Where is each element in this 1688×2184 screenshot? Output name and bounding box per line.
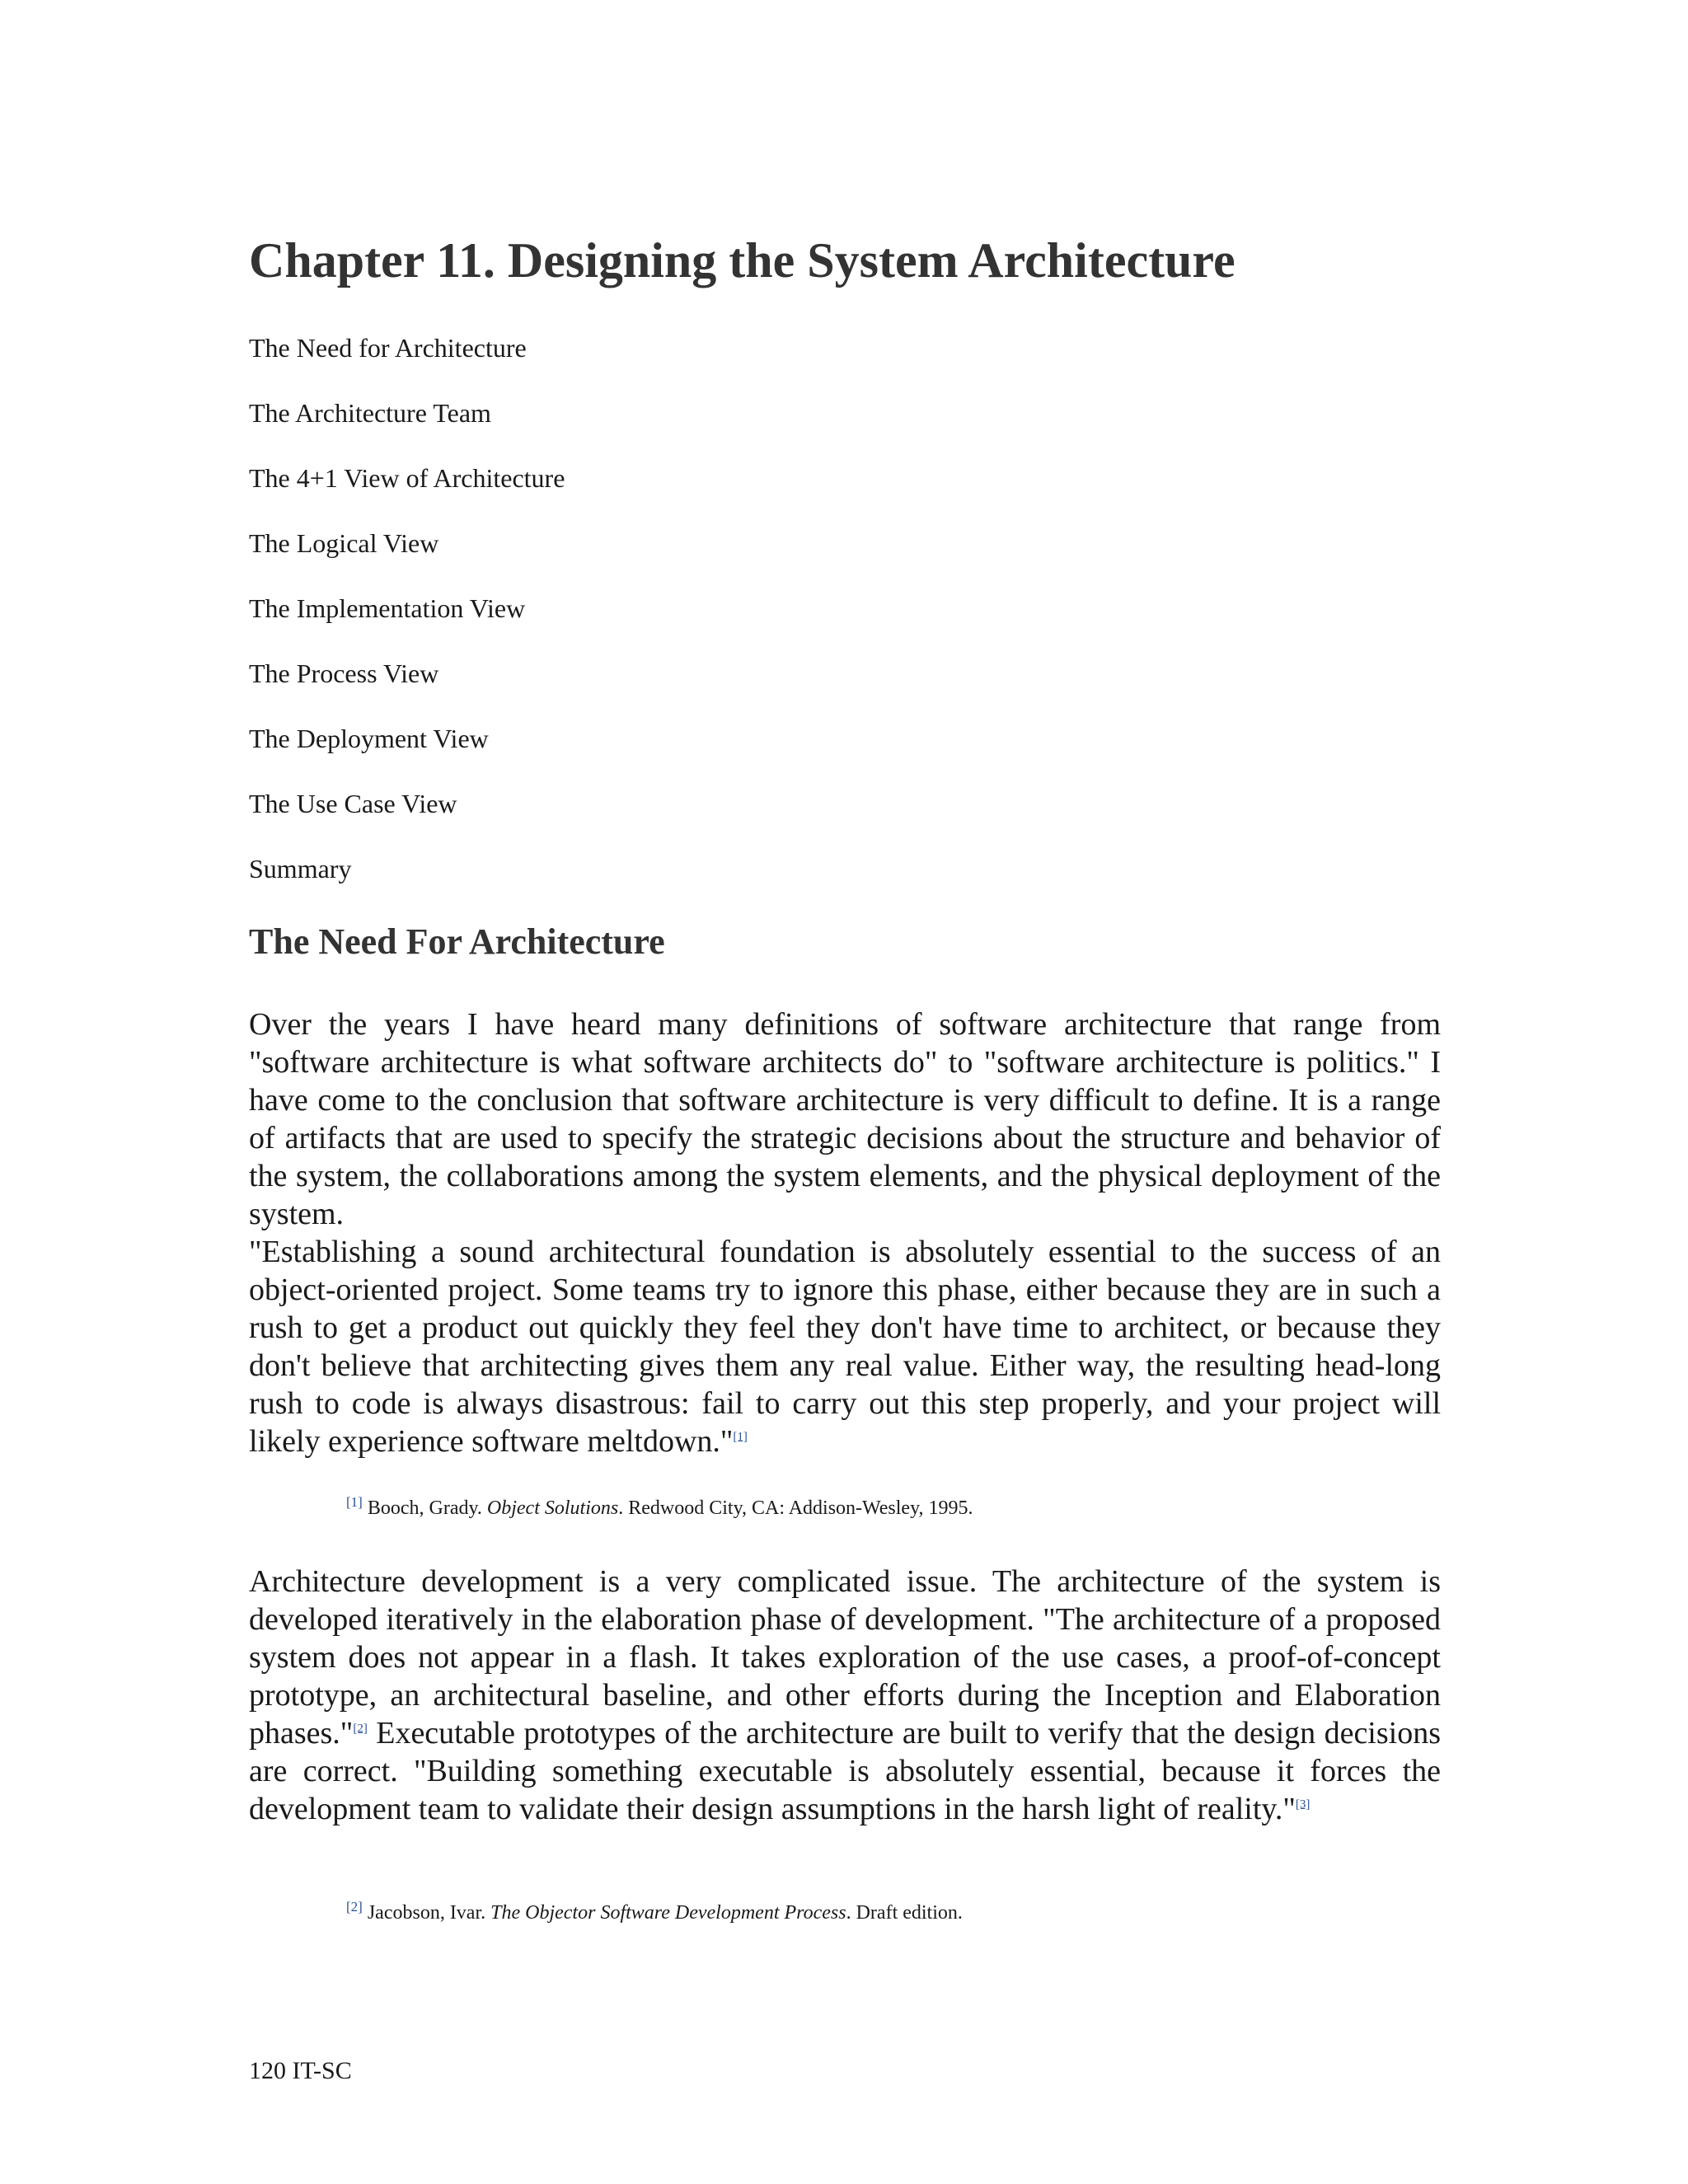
paragraph-architecture-development-part1: Architecture development is a very complicated issue. The architecture of the system is developed iteratively in the elaboration phase of development. "The architecture of a proposed system does not appear in a flash. It takes exploration of the use cases, a proof-of-concept prototype, an architectural baseline, and other efforts during the Inception and Elaboration phases." — [249, 1564, 1441, 1750]
footnote-1-title: Object Solutions — [486, 1497, 619, 1519]
toc-item-deployment-view[interactable]: The Deployment View — [249, 724, 489, 753]
toc-item-implementation-view[interactable]: The Implementation View — [249, 593, 526, 623]
toc-item-need-for-architecture[interactable]: The Need for Architecture — [249, 333, 527, 363]
footnote-1-mark: [1] — [346, 1494, 363, 1510]
footnote-ref-2[interactable]: [2] — [353, 1722, 368, 1736]
toc-item-logical-view[interactable]: The Logical View — [249, 528, 439, 558]
footnote-2-author: Jacobson, Ivar. — [367, 1902, 486, 1924]
footnote-ref-1[interactable]: [1] — [733, 1430, 748, 1444]
section-title: The Need For Architecture — [249, 921, 665, 962]
footnote-2 — [346, 1900, 963, 1925]
page-footer: 120 IT-SC — [249, 2057, 352, 2084]
footnote-1-rest: . Redwood City, CA: Addison-Wesley, 1995. — [618, 1497, 973, 1519]
toc-item-summary[interactable]: Summary — [249, 854, 352, 883]
chapter-toc — [249, 331, 565, 917]
paragraph-definitions: Over the years I have heard many definitions of software architecture that range from "software architecture is what software architects do" to "software architecture is politics." I have come to the conclusion that software architecture is very difficult to define. It is a range of artifacts that are used to specify the strategic decisions about the structure and behavior of the system, the collaborations among the system elements, and the physical deployment of the system. — [249, 1007, 1441, 1231]
footnote-2-title: The Objector Software Development Process — [490, 1902, 846, 1924]
footnote-2-mark: [2] — [346, 1899, 363, 1915]
footnote-2-rest: . Draft edition. — [846, 1902, 963, 1924]
toc-item-4plus1-view[interactable]: The 4+1 View of Architecture — [249, 463, 565, 493]
footnote-1 — [346, 1496, 973, 1521]
footnote-1-author: Booch, Grady. — [367, 1497, 482, 1519]
toc-item-process-view[interactable]: The Process View — [249, 658, 439, 688]
toc-item-use-case-view[interactable]: The Use Case View — [249, 789, 457, 818]
paragraph-architecture-development-part2: Executable prototypes of the architecture are built to verify that the design decisions are correct. "Building something executable is absolutely essential, because it forces the development team to validate their design assumptions in the harsh light of reality." — [249, 1716, 1441, 1826]
toc-item-architecture-team[interactable]: The Architecture Team — [249, 398, 491, 428]
paragraph-booch-quote — [249, 1233, 1441, 1460]
paragraph-booch-quote-text: "Establishing a sound architectural foundation is absolutely essential to the success of an object-oriented project. Some teams try to ignore this phase, either because they are in such a rush to get a product out quickly they feel they don't have time to architect, or because they don't believe that architecting gives them any real value. Either way, the resulting head-long rush to code is always disastrous: fail to carry out this step properly, and your project will likely experience software meltdown." — [249, 1235, 1441, 1459]
footnote-ref-3[interactable]: [3] — [1295, 1797, 1311, 1811]
chapter-title: Chapter 11. Designing the System Architecture — [249, 233, 1236, 288]
paragraph-architecture-development — [249, 1563, 1441, 1828]
